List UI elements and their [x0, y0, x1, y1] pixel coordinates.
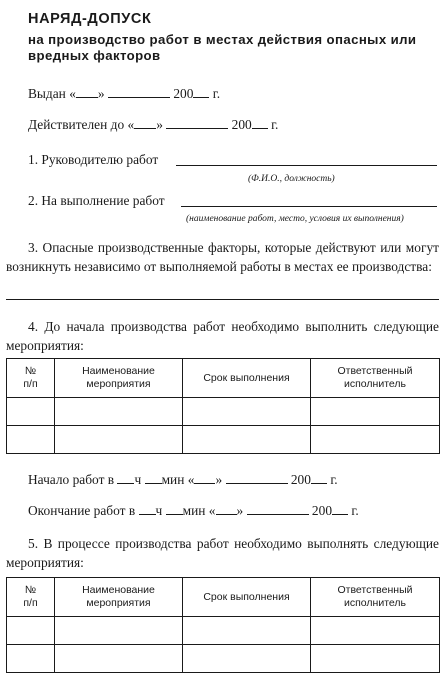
table-row	[7, 426, 440, 454]
quote-open: «	[187, 472, 195, 487]
table-cell[interactable]	[7, 426, 55, 454]
hours-unit: ч	[134, 472, 142, 487]
year-suffix: г.	[330, 472, 338, 487]
issued-day-field[interactable]	[76, 86, 98, 98]
end-hours-field[interactable]	[139, 503, 156, 515]
quote-open: «	[69, 86, 76, 101]
table-header-row	[7, 359, 440, 398]
col-term-header: Срок выполнения	[183, 578, 311, 617]
end-label: Окончание работ в	[28, 503, 136, 518]
issued-label: Выдан	[28, 86, 66, 101]
start-label: Начало работ в	[28, 472, 115, 487]
end-month-field[interactable]	[247, 503, 309, 515]
item3-text: 3. Опасные производственные факторы, которые действуют или могут возникнуть независимо от выполняемой работы в местах ее производства:	[6, 240, 439, 274]
item4-text: 4. До начала производства работ необходимо выполнить следующие мероприятия:	[6, 319, 439, 353]
table-header-row	[7, 578, 440, 617]
document-title: НАРЯД-ДОПУСК	[28, 11, 152, 27]
end-line	[28, 503, 359, 519]
hours-unit: ч	[155, 503, 163, 518]
col-term-header: Срок выполнения	[183, 359, 311, 398]
col-name-header: Наименование мероприятия	[55, 578, 183, 617]
item5-text: 5. В процессе производства работ необходимо выполнять следующие мероприятия:	[6, 536, 439, 570]
item2-caption: (наименование работ, место, условия их выполнения)	[186, 214, 404, 224]
valid-until-label: Действителен до	[28, 117, 125, 132]
table-cell[interactable]	[55, 617, 183, 645]
valid-day-field[interactable]	[134, 117, 156, 129]
issued-year-field[interactable]	[193, 86, 209, 98]
table-cell[interactable]	[311, 398, 440, 426]
table-cell[interactable]	[55, 398, 183, 426]
valid-until-line	[28, 117, 278, 133]
table-cell[interactable]	[55, 645, 183, 673]
table-cell[interactable]	[183, 645, 311, 673]
minutes-unit: мин	[182, 503, 206, 518]
issued-line	[28, 86, 220, 102]
year-suffix: г.	[351, 503, 359, 518]
valid-month-field[interactable]	[166, 117, 228, 129]
col-responsible-header: Ответственный исполнитель	[311, 359, 440, 398]
minutes-unit: мин	[161, 472, 185, 487]
end-year-field[interactable]	[332, 503, 348, 515]
issued-month-field[interactable]	[108, 86, 170, 98]
table-cell[interactable]	[55, 426, 183, 454]
quote-open: «	[208, 503, 216, 518]
end-minutes-field[interactable]	[166, 503, 183, 515]
year-prefix: 200	[231, 117, 252, 132]
item1-field[interactable]	[176, 165, 437, 166]
item2-label: 2. На выполнение работ	[28, 193, 165, 208]
year-prefix: 200	[311, 503, 333, 518]
year-prefix: 200	[173, 86, 194, 101]
item3-field[interactable]	[6, 299, 439, 300]
table-cell[interactable]	[183, 398, 311, 426]
col-number-header: № п/п	[7, 578, 55, 617]
table-cell[interactable]	[183, 426, 311, 454]
year-prefix: 200	[290, 472, 311, 487]
start-month-field[interactable]	[226, 472, 288, 484]
item2-field[interactable]	[181, 206, 437, 207]
start-hours-field[interactable]	[117, 472, 134, 484]
quote-close: »	[156, 117, 163, 132]
table-cell[interactable]	[311, 617, 440, 645]
quote-close: »	[236, 503, 244, 518]
col-responsible-header: Ответственный исполнитель	[311, 578, 440, 617]
item1-label: 1. Руководителю работ	[28, 152, 159, 167]
table-cell[interactable]	[7, 645, 55, 673]
quote-close: »	[97, 86, 105, 101]
item1-caption: (Ф.И.О., должность)	[248, 174, 335, 184]
table-cell[interactable]	[7, 617, 55, 645]
table-row	[7, 645, 440, 673]
document-subtitle: на производство работ в местах действия опасных или вредных факторов	[28, 32, 417, 63]
start-day-field[interactable]	[194, 472, 215, 484]
valid-year-field[interactable]	[252, 117, 268, 129]
year-suffix: г.	[212, 86, 221, 101]
table-row	[7, 617, 440, 645]
quote-open: «	[127, 117, 135, 132]
table-row	[7, 398, 440, 426]
quote-close: »	[215, 472, 223, 487]
measures-table-before	[6, 358, 440, 454]
table-cell[interactable]	[311, 426, 440, 454]
start-line	[28, 472, 338, 488]
table-cell[interactable]	[311, 645, 440, 673]
year-suffix: г.	[271, 117, 279, 132]
start-year-field[interactable]	[311, 472, 327, 484]
table-cell[interactable]	[7, 398, 55, 426]
start-minutes-field[interactable]	[145, 472, 162, 484]
measures-table-during	[6, 577, 440, 673]
end-day-field[interactable]	[216, 503, 237, 515]
col-name-header: Наименование мероприятия	[55, 359, 183, 398]
col-number-header: № п/п	[7, 359, 55, 398]
table-cell[interactable]	[183, 617, 311, 645]
